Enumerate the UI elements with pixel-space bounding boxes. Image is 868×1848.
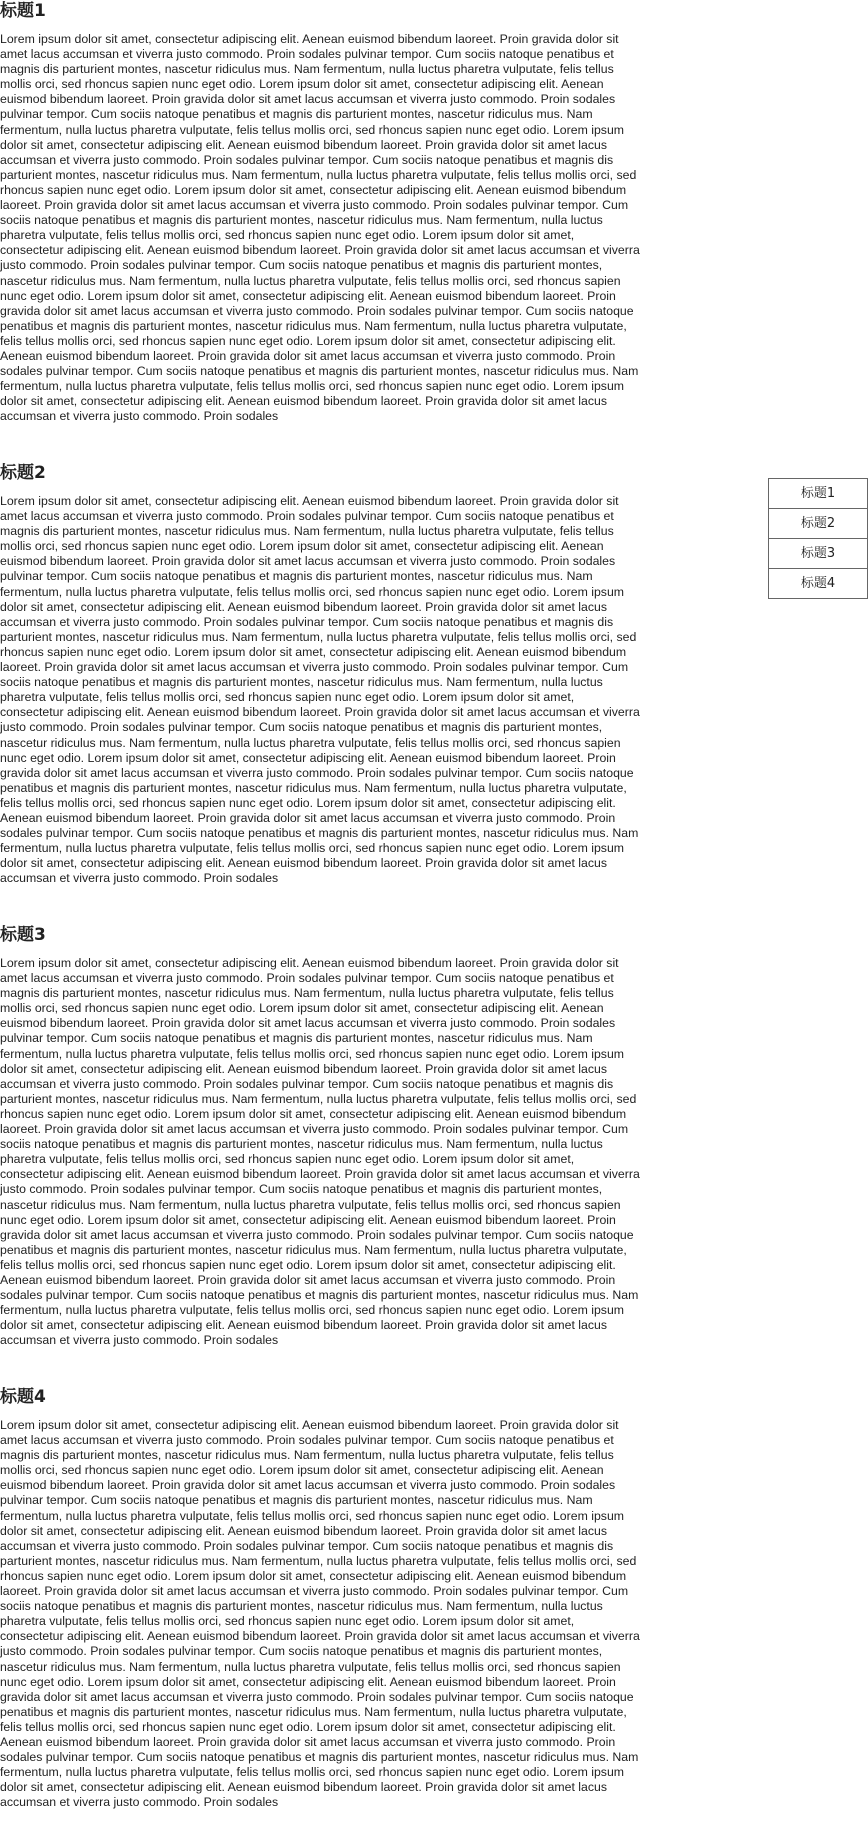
section-4 (0, 1386, 640, 1848)
section-2 (0, 462, 640, 924)
section-3 (0, 924, 640, 1386)
section-body: Lorem ipsum dolor sit amet, consectetur adipiscing elit. Aenean euismod bibendum laoreet. Proin gravida dolor sit amet lacus accumsan et viverra justo commodo. Proin sodales pulvinar tempor. Cum sociis natoque penatibus et magnis dis parturient montes, nascetur ridiculus mus. Nam fermentum, nulla luctus pharetra vulputate, felis tellus mollis orci, sed rhoncus sapien nunc eget odio. Lorem ipsum dolor sit amet, consectetur adipiscing elit. Aenean euismod bibendum laoreet. Proin gravida dolor sit amet lacus accumsan et viverra justo commodo. Proin sodales pulvinar tempor. Cum sociis natoque penatibus et magnis dis parturient montes, nascetur ridiculus mus. Nam fermentum, nulla luctus pharetra vulputate, felis tellus mollis orci, sed rhoncus sapien nunc eget odio. Lorem ipsum dolor sit amet, consectetur adipiscing elit. Aenean euismod bibendum laoreet. Proin gravida dolor sit amet lacus accumsan et viverra justo commodo. Proin sodales pulvinar tempor. Cum sociis natoque penatibus et magnis dis parturient montes, nascetur ridiculus mus. Nam fermentum, nulla luctus pharetra vulputate, felis tellus mollis orci, sed rhoncus sapien nunc eget odio. Lorem ipsum dolor sit amet, consectetur adipiscing elit. Aenean euismod bibendum laoreet. Proin gravida dolor sit amet lacus accumsan et viverra justo commodo. Proin sodales pulvinar tempor. Cum sociis natoque penatibus et magnis dis parturient montes, nascetur ridiculus mus. Nam fermentum, nulla luctus pharetra vulputate, felis tellus mollis orci, sed rhoncus sapien nunc eget odio. Lorem ipsum dolor sit amet, consectetur adipiscing elit. Aenean euismod bibendum laoreet. Proin gravida dolor sit amet lacus accumsan et viverra justo commodo. Proin sodales pulvinar tempor. Cum sociis natoque penatibus et magnis dis parturient montes, nascetur ridiculus mus. Nam fermentum, nulla luctus pharetra vulputate, felis tellus mollis orci, sed rhoncus sapien nunc eget odio. Lorem ipsum dolor sit amet, consectetur adipiscing elit. Aenean euismod bibendum laoreet. Proin gravida dolor sit amet lacus accumsan et viverra justo commodo. Proin sodales pulvinar tempor. Cum sociis natoque penatibus et magnis dis parturient montes, nascetur ridiculus mus. Nam fermentum, nulla luctus pharetra vulputate, felis tellus mollis orci, sed rhoncus sapien nunc eget odio. Lorem ipsum dolor sit amet, consectetur adipiscing elit. Aenean euismod bibendum laoreet. Proin gravida dolor sit amet lacus accumsan et viverra justo commodo. Proin sodales pulvinar tempor. Cum sociis natoque penatibus et magnis dis parturient montes, nascetur ridiculus mus. Nam fermentum, nulla luctus pharetra vulputate, felis tellus mollis orci, sed rhoncus sapien nunc eget odio. Lorem ipsum dolor sit amet, consectetur adipiscing elit. Aenean euismod bibendum laoreet. Proin gravida dolor sit amet lacus accumsan et viverra justo commodo. Proin sodales (0, 956, 640, 1348)
toc-item-3[interactable]: 标题3 (769, 538, 867, 568)
section-title: 标题1 (0, 1, 46, 21)
table-of-contents (768, 478, 868, 599)
toc-item-2[interactable]: 标题2 (769, 508, 867, 538)
section-body: Lorem ipsum dolor sit amet, consectetur adipiscing elit. Aenean euismod bibendum laoreet. Proin gravida dolor sit amet lacus accumsan et viverra justo commodo. Proin sodales pulvinar tempor. Cum sociis natoque penatibus et magnis dis parturient montes, nascetur ridiculus mus. Nam fermentum, nulla luctus pharetra vulputate, felis tellus mollis orci, sed rhoncus sapien nunc eget odio. Lorem ipsum dolor sit amet, consectetur adipiscing elit. Aenean euismod bibendum laoreet. Proin gravida dolor sit amet lacus accumsan et viverra justo commodo. Proin sodales pulvinar tempor. Cum sociis natoque penatibus et magnis dis parturient montes, nascetur ridiculus mus. Nam fermentum, nulla luctus pharetra vulputate, felis tellus mollis orci, sed rhoncus sapien nunc eget odio. Lorem ipsum dolor sit amet, consectetur adipiscing elit. Aenean euismod bibendum laoreet. Proin gravida dolor sit amet lacus accumsan et viverra justo commodo. Proin sodales pulvinar tempor. Cum sociis natoque penatibus et magnis dis parturient montes, nascetur ridiculus mus. Nam fermentum, nulla luctus pharetra vulputate, felis tellus mollis orci, sed rhoncus sapien nunc eget odio. Lorem ipsum dolor sit amet, consectetur adipiscing elit. Aenean euismod bibendum laoreet. Proin gravida dolor sit amet lacus accumsan et viverra justo commodo. Proin sodales pulvinar tempor. Cum sociis natoque penatibus et magnis dis parturient montes, nascetur ridiculus mus. Nam fermentum, nulla luctus pharetra vulputate, felis tellus mollis orci, sed rhoncus sapien nunc eget odio. Lorem ipsum dolor sit amet, consectetur adipiscing elit. Aenean euismod bibendum laoreet. Proin gravida dolor sit amet lacus accumsan et viverra justo commodo. Proin sodales pulvinar tempor. Cum sociis natoque penatibus et magnis dis parturient montes, nascetur ridiculus mus. Nam fermentum, nulla luctus pharetra vulputate, felis tellus mollis orci, sed rhoncus sapien nunc eget odio. Lorem ipsum dolor sit amet, consectetur adipiscing elit. Aenean euismod bibendum laoreet. Proin gravida dolor sit amet lacus accumsan et viverra justo commodo. Proin sodales pulvinar tempor. Cum sociis natoque penatibus et magnis dis parturient montes, nascetur ridiculus mus. Nam fermentum, nulla luctus pharetra vulputate, felis tellus mollis orci, sed rhoncus sapien nunc eget odio. Lorem ipsum dolor sit amet, consectetur adipiscing elit. Aenean euismod bibendum laoreet. Proin gravida dolor sit amet lacus accumsan et viverra justo commodo. Proin sodales pulvinar tempor. Cum sociis natoque penatibus et magnis dis parturient montes, nascetur ridiculus mus. Nam fermentum, nulla luctus pharetra vulputate, felis tellus mollis orci, sed rhoncus sapien nunc eget odio. Lorem ipsum dolor sit amet, consectetur adipiscing elit. Aenean euismod bibendum laoreet. Proin gravida dolor sit amet lacus accumsan et viverra justo commodo. Proin sodales (0, 494, 640, 886)
toc-item-1[interactable]: 标题1 (800, 486, 836, 501)
section-title: 标题3 (0, 925, 46, 945)
section-title: 标题4 (0, 1387, 46, 1407)
section-title: 标题2 (0, 463, 46, 483)
section-body: Lorem ipsum dolor sit amet, consectetur adipiscing elit. Aenean euismod bibendum laoreet. Proin gravida dolor sit amet lacus accumsan et viverra justo commodo. Proin sodales pulvinar tempor. Cum sociis natoque penatibus et magnis dis parturient montes, nascetur ridiculus mus. Nam fermentum, nulla luctus pharetra vulputate, felis tellus mollis orci, sed rhoncus sapien nunc eget odio. Lorem ipsum dolor sit amet, consectetur adipiscing elit. Aenean euismod bibendum laoreet. Proin gravida dolor sit amet lacus accumsan et viverra justo commodo. Proin sodales pulvinar tempor. Cum sociis natoque penatibus et magnis dis parturient montes, nascetur ridiculus mus. Nam fermentum, nulla luctus pharetra vulputate, felis tellus mollis orci, sed rhoncus sapien nunc eget odio. Lorem ipsum dolor sit amet, consectetur adipiscing elit. Aenean euismod bibendum laoreet. Proin gravida dolor sit amet lacus accumsan et viverra justo commodo. Proin sodales pulvinar tempor. Cum sociis natoque penatibus et magnis dis parturient montes, nascetur ridiculus mus. Nam fermentum, nulla luctus pharetra vulputate, felis tellus mollis orci, sed rhoncus sapien nunc eget odio. Lorem ipsum dolor sit amet, consectetur adipiscing elit. Aenean euismod bibendum laoreet. Proin gravida dolor sit amet lacus accumsan et viverra justo commodo. Proin sodales pulvinar tempor. Cum sociis natoque penatibus et magnis dis parturient montes, nascetur ridiculus mus. Nam fermentum, nulla luctus pharetra vulputate, felis tellus mollis orci, sed rhoncus sapien nunc eget odio. Lorem ipsum dolor sit amet, consectetur adipiscing elit. Aenean euismod bibendum laoreet. Proin gravida dolor sit amet lacus accumsan et viverra justo commodo. Proin sodales pulvinar tempor. Cum sociis natoque penatibus et magnis dis parturient montes, nascetur ridiculus mus. Nam fermentum, nulla luctus pharetra vulputate, felis tellus mollis orci, sed rhoncus sapien nunc eget odio. Lorem ipsum dolor sit amet, consectetur adipiscing elit. Aenean euismod bibendum laoreet. Proin gravida dolor sit amet lacus accumsan et viverra justo commodo. Proin sodales pulvinar tempor. Cum sociis natoque penatibus et magnis dis parturient montes, nascetur ridiculus mus. Nam fermentum, nulla luctus pharetra vulputate, felis tellus mollis orci, sed rhoncus sapien nunc eget odio. Lorem ipsum dolor sit amet, consectetur adipiscing elit. Aenean euismod bibendum laoreet. Proin gravida dolor sit amet lacus accumsan et viverra justo commodo. Proin sodales pulvinar tempor. Cum sociis natoque penatibus et magnis dis parturient montes, nascetur ridiculus mus. Nam fermentum, nulla luctus pharetra vulputate, felis tellus mollis orci, sed rhoncus sapien nunc eget odio. Lorem ipsum dolor sit amet, consectetur adipiscing elit. Aenean euismod bibendum laoreet. Proin gravida dolor sit amet lacus accumsan et viverra justo commodo. Proin sodales (0, 32, 640, 424)
section-1 (0, 0, 640, 462)
toc-item-4[interactable]: 标题4 (769, 568, 867, 598)
section-body: Lorem ipsum dolor sit amet, consectetur adipiscing elit. Aenean euismod bibendum laoreet. Proin gravida dolor sit amet lacus accumsan et viverra justo commodo. Proin sodales pulvinar tempor. Cum sociis natoque penatibus et magnis dis parturient montes, nascetur ridiculus mus. Nam fermentum, nulla luctus pharetra vulputate, felis tellus mollis orci, sed rhoncus sapien nunc eget odio. Lorem ipsum dolor sit amet, consectetur adipiscing elit. Aenean euismod bibendum laoreet. Proin gravida dolor sit amet lacus accumsan et viverra justo commodo. Proin sodales pulvinar tempor. Cum sociis natoque penatibus et magnis dis parturient montes, nascetur ridiculus mus. Nam fermentum, nulla luctus pharetra vulputate, felis tellus mollis orci, sed rhoncus sapien nunc eget odio. Lorem ipsum dolor sit amet, consectetur adipiscing elit. Aenean euismod bibendum laoreet. Proin gravida dolor sit amet lacus accumsan et viverra justo commodo. Proin sodales pulvinar tempor. Cum sociis natoque penatibus et magnis dis parturient montes, nascetur ridiculus mus. Nam fermentum, nulla luctus pharetra vulputate, felis tellus mollis orci, sed rhoncus sapien nunc eget odio. Lorem ipsum dolor sit amet, consectetur adipiscing elit. Aenean euismod bibendum laoreet. Proin gravida dolor sit amet lacus accumsan et viverra justo commodo. Proin sodales pulvinar tempor. Cum sociis natoque penatibus et magnis dis parturient montes, nascetur ridiculus mus. Nam fermentum, nulla luctus pharetra vulputate, felis tellus mollis orci, sed rhoncus sapien nunc eget odio. Lorem ipsum dolor sit amet, consectetur adipiscing elit. Aenean euismod bibendum laoreet. Proin gravida dolor sit amet lacus accumsan et viverra justo commodo. Proin sodales pulvinar tempor. Cum sociis natoque penatibus et magnis dis parturient montes, nascetur ridiculus mus. Nam fermentum, nulla luctus pharetra vulputate, felis tellus mollis orci, sed rhoncus sapien nunc eget odio. Lorem ipsum dolor sit amet, consectetur adipiscing elit. Aenean euismod bibendum laoreet. Proin gravida dolor sit amet lacus accumsan et viverra justo commodo. Proin sodales pulvinar tempor. Cum sociis natoque penatibus et magnis dis parturient montes, nascetur ridiculus mus. Nam fermentum, nulla luctus pharetra vulputate, felis tellus mollis orci, sed rhoncus sapien nunc eget odio. Lorem ipsum dolor sit amet, consectetur adipiscing elit. Aenean euismod bibendum laoreet. Proin gravida dolor sit amet lacus accumsan et viverra justo commodo. Proin sodales pulvinar tempor. Cum sociis natoque penatibus et magnis dis parturient montes, nascetur ridiculus mus. Nam fermentum, nulla luctus pharetra vulputate, felis tellus mollis orci, sed rhoncus sapien nunc eget odio. Lorem ipsum dolor sit amet, consectetur adipiscing elit. Aenean euismod bibendum laoreet. Proin gravida dolor sit amet lacus accumsan et viverra justo commodo. Proin sodales (0, 1418, 640, 1810)
